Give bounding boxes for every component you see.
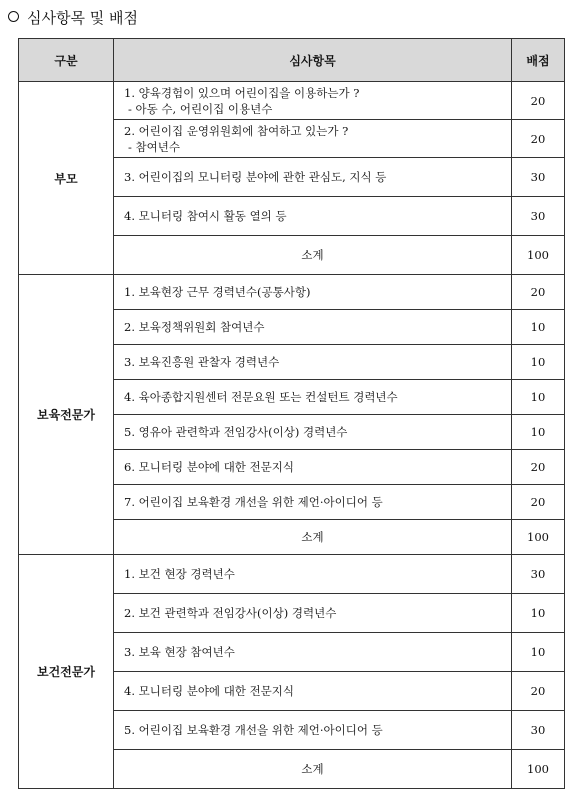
item-cell: 3. 보육 현장 참여년수 bbox=[114, 633, 512, 672]
score-cell: 30 bbox=[512, 197, 565, 236]
subtotal-label: 소계 bbox=[114, 750, 512, 789]
category-cell: 보육전문가 bbox=[19, 275, 114, 555]
score-cell: 20 bbox=[512, 450, 565, 485]
subtotal-score: 100 bbox=[512, 750, 565, 789]
item-cell: 6. 모니터링 분야에 대한 전문지식 bbox=[114, 450, 512, 485]
subtotal-label: 소계 bbox=[114, 520, 512, 555]
subtotal-label: 소계 bbox=[114, 236, 512, 275]
score-cell: 10 bbox=[512, 415, 565, 450]
score-cell: 20 bbox=[512, 120, 565, 158]
item-cell: 4. 모니터링 분야에 대한 전문지식 bbox=[114, 672, 512, 711]
header-category: 구분 bbox=[19, 39, 114, 82]
score-cell: 20 bbox=[512, 82, 565, 120]
item-subtext: - 참여년수 bbox=[128, 139, 180, 154]
item-cell bbox=[114, 82, 512, 120]
item-cell: 2. 보건 관련학과 전임강사(이상) 경력년수 bbox=[114, 594, 512, 633]
item-cell: 1. 보건 현장 경력년수 bbox=[114, 555, 512, 594]
item-cell bbox=[114, 120, 512, 158]
table-row bbox=[19, 275, 565, 310]
item-text: 2. 어린이집 운영위원회에 참여하고 있는가 ? bbox=[124, 123, 349, 138]
score-cell: 30 bbox=[512, 158, 565, 197]
score-cell: 30 bbox=[512, 711, 565, 750]
item-cell: 7. 어린이집 보육환경 개선을 위한 제언·아이디어 등 bbox=[114, 485, 512, 520]
item-cell: 3. 어린이집의 모니터링 분야에 관한 관심도, 지식 등 bbox=[114, 158, 512, 197]
score-cell: 20 bbox=[512, 485, 565, 520]
score-cell: 30 bbox=[512, 555, 565, 594]
score-cell: 10 bbox=[512, 594, 565, 633]
section-title-text: 심사항목 및 배점 bbox=[27, 9, 138, 27]
item-cell: 5. 영유아 관련학과 전임강사(이상) 경력년수 bbox=[114, 415, 512, 450]
score-cell: 10 bbox=[512, 633, 565, 672]
circle-bullet-icon bbox=[8, 11, 19, 22]
header-item: 심사항목 bbox=[114, 39, 512, 82]
table-header-row bbox=[19, 39, 565, 82]
score-cell: 10 bbox=[512, 380, 565, 415]
item-cell: 5. 어린이집 보육환경 개선을 위한 제언·아이디어 등 bbox=[114, 711, 512, 750]
subtotal-score: 100 bbox=[512, 236, 565, 275]
item-cell: 4. 육아종합지원센터 전문요원 또는 컨설턴트 경력년수 bbox=[114, 380, 512, 415]
category-cell: 부모 bbox=[19, 82, 114, 275]
item-cell: 2. 보육정책위원회 참여년수 bbox=[114, 310, 512, 345]
item-cell: 1. 보육현장 근무 경력년수(공통사항) bbox=[114, 275, 512, 310]
subtotal-score: 100 bbox=[512, 520, 565, 555]
scoring-table bbox=[18, 38, 565, 789]
score-cell: 20 bbox=[512, 672, 565, 711]
table-row bbox=[19, 555, 565, 594]
item-cell: 3. 보육진흥원 관찰자 경력년수 bbox=[114, 345, 512, 380]
section-title bbox=[8, 6, 138, 30]
table-row bbox=[19, 82, 565, 120]
header-score: 배점 bbox=[512, 39, 565, 82]
item-text: 1. 양육경험이 있으며 어린이집을 이용하는가 ? bbox=[124, 85, 360, 100]
score-cell: 10 bbox=[512, 345, 565, 380]
item-subtext: - 아동 수, 어린이집 이용년수 bbox=[128, 101, 273, 116]
score-cell: 20 bbox=[512, 275, 565, 310]
item-cell: 4. 모니터링 참여시 활동 열의 등 bbox=[114, 197, 512, 236]
score-cell: 10 bbox=[512, 310, 565, 345]
category-cell: 보건전문가 bbox=[19, 555, 114, 789]
